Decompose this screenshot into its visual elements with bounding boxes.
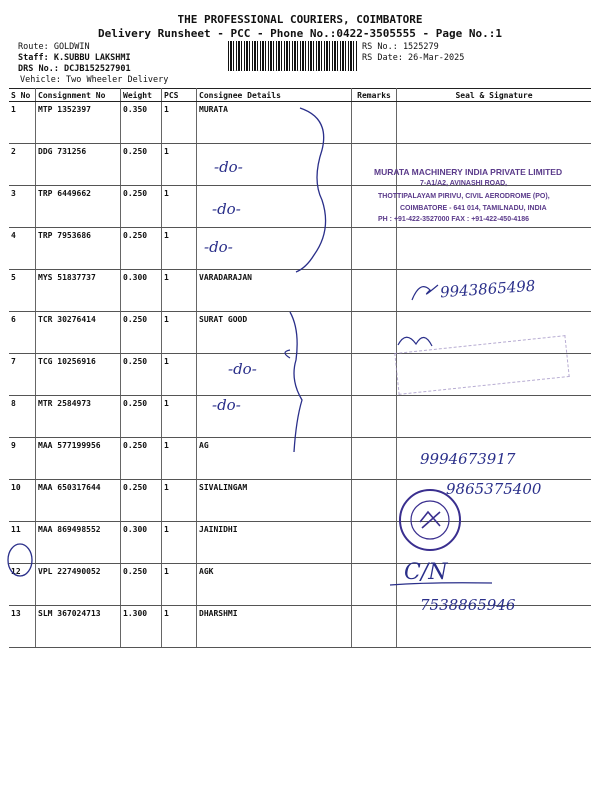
cell-pcs: 1 — [162, 606, 197, 648]
cell-sno: 6 — [9, 312, 36, 354]
cell-sno: 5 — [9, 270, 36, 312]
phone-signature-row-13: 7538865946 — [420, 596, 516, 614]
cell-weight: 0.250 — [121, 438, 162, 480]
cell-weight: 0.250 — [121, 396, 162, 438]
runsheet-subtitle: Delivery Runsheet - PCC - Phone No.:0422-3505555 - Page No.:1 — [98, 27, 502, 40]
cell-weight: 0.300 — [121, 270, 162, 312]
cell-sno: 13 — [9, 606, 36, 648]
cell-pcs: 1 — [162, 522, 197, 564]
header-consignee: Consignee Details — [197, 89, 352, 102]
cell-consignee: AGK — [197, 564, 352, 606]
cell-weight: 0.250 — [121, 354, 162, 396]
signature-row-7-scribble — [398, 337, 432, 346]
cell-sno: 2 — [9, 144, 36, 186]
header-sno: S No — [9, 89, 36, 102]
cell-weight: 0.250 — [121, 144, 162, 186]
cell-consignee: SIVALINGAM — [197, 480, 352, 522]
ditto-mark-row-8: -do- — [212, 396, 241, 414]
phone-signature-row-10: 9865375400 — [446, 480, 542, 498]
cell-pcs: 1 — [162, 312, 197, 354]
murata-stamp-name: MURATA MACHINERY INDIA PRIVATE LIMITED — [374, 167, 563, 177]
cell-pcs: 1 — [162, 144, 197, 186]
phone-signature-row-5: 9943865498 — [439, 276, 536, 302]
murata-stamp-line4: PH : +91-422-3527000 FAX : +91-422-450-4186 — [378, 216, 529, 223]
rs-number: RS No.: 1525279 — [362, 42, 439, 52]
cell-consignment: TRP 7953686 — [36, 228, 121, 270]
cell-sno: 1 — [9, 102, 36, 144]
bracket-curl — [285, 350, 290, 358]
header-remarks: Remarks — [352, 89, 397, 102]
header-pcs: PCS — [162, 89, 197, 102]
cell-consignee: AG — [197, 438, 352, 480]
header-consignment: Consignment No — [36, 89, 121, 102]
cell-consignment: VPL 227490052 — [36, 564, 121, 606]
cell-weight: 0.250 — [121, 480, 162, 522]
cell-pcs: 1 — [162, 270, 197, 312]
cell-consignment: MTP 1352397 — [36, 102, 121, 144]
cell-pcs: 1 — [162, 396, 197, 438]
cell-weight: 1.300 — [121, 606, 162, 648]
cell-weight: 0.350 — [121, 102, 162, 144]
cell-consignment: MAA 650317644 — [36, 480, 121, 522]
cell-weight: 0.250 — [121, 312, 162, 354]
cell-pcs: 1 — [162, 102, 197, 144]
header-signature: Seal & Signature — [397, 89, 592, 102]
cell-sno: 3 — [9, 186, 36, 228]
cell-weight: 0.250 — [121, 186, 162, 228]
cell-consignment: DDG 731256 — [36, 144, 121, 186]
bracket-rows-6-9 — [290, 312, 302, 452]
cell-weight: 0.300 — [121, 522, 162, 564]
staff-label: Staff: K.SUBBU LAKSHMI — [18, 53, 131, 63]
rs-date: RS Date: 26-Mar-2025 — [362, 53, 465, 63]
drs-label: DRS No.: DCJB152527901 — [18, 64, 131, 74]
cell-weight: 0.250 — [121, 228, 162, 270]
phone-signature-row-9: 9994673917 — [420, 450, 516, 468]
ditto-mark-row-3: -do- — [212, 200, 241, 218]
cell-consignee: JAINIDHI — [197, 522, 352, 564]
cell-consignment: MYS 51837737 — [36, 270, 121, 312]
cell-sno: 11 — [9, 522, 36, 564]
cell-sno: 7 — [9, 354, 36, 396]
cell-consignment: TCG 10256916 — [36, 354, 121, 396]
cell-pcs: 1 — [162, 480, 197, 522]
cell-sno: 10 — [9, 480, 36, 522]
cell-pcs: 1 — [162, 228, 197, 270]
cell-consignment: SLM 367024713 — [36, 606, 121, 648]
cell-pcs: 1 — [162, 354, 197, 396]
ditto-mark-row-2: -do- — [214, 158, 243, 176]
cell-sno: 12 — [9, 564, 36, 606]
signature-row-5-scribble — [412, 285, 438, 300]
cell-pcs: 1 — [162, 438, 197, 480]
cell-consignment: MAA 869498552 — [36, 522, 121, 564]
murata-stamp-line3: COIMBATORE - 641 014, TAMILNADU, INDIA — [400, 205, 547, 212]
cell-consignee: SURAT GOOD — [197, 312, 352, 354]
ditto-mark-row-7: -do- — [228, 360, 257, 378]
murata-stamp-line2: THOTTIPALAYAM PIRIVU, CIVIL AERODROME (PO), — [378, 193, 550, 200]
cell-sno: 9 — [9, 438, 36, 480]
cell-sno: 8 — [9, 396, 36, 438]
cell-consignee: MURATA — [197, 102, 352, 144]
header-weight: Weight — [121, 89, 162, 102]
route-label: Route: GOLDWIN — [18, 42, 90, 52]
cell-sno: 4 — [9, 228, 36, 270]
cin-signature-row-12: C/N — [404, 560, 448, 585]
company-title: THE PROFESSIONAL COURIERS, COIMBATORE — [177, 13, 423, 26]
sno-12-circle — [8, 544, 32, 576]
cell-weight: 0.250 — [121, 564, 162, 606]
murata-stamp-line1: 7-A1/A2, AVINASHI ROAD, — [420, 180, 508, 187]
cell-pcs: 1 — [162, 186, 197, 228]
cell-consignment: MAA 577199956 — [36, 438, 121, 480]
bracket-rows-1-5 — [296, 108, 326, 272]
vehicle-label: Vehicle: Two Wheeler Delivery — [20, 75, 169, 85]
round-seal-mark — [420, 512, 440, 528]
cell-pcs: 1 — [162, 564, 197, 606]
ditto-mark-row-4: -do- — [204, 238, 233, 256]
cell-consignment: MTR 2584973 — [36, 396, 121, 438]
cell-consignment: TRP 6449662 — [36, 186, 121, 228]
cell-consignment: TCR 30276414 — [36, 312, 121, 354]
cell-consignee: DHARSHMI — [197, 606, 352, 648]
cell-consignee: VARADARAJAN — [197, 270, 352, 312]
